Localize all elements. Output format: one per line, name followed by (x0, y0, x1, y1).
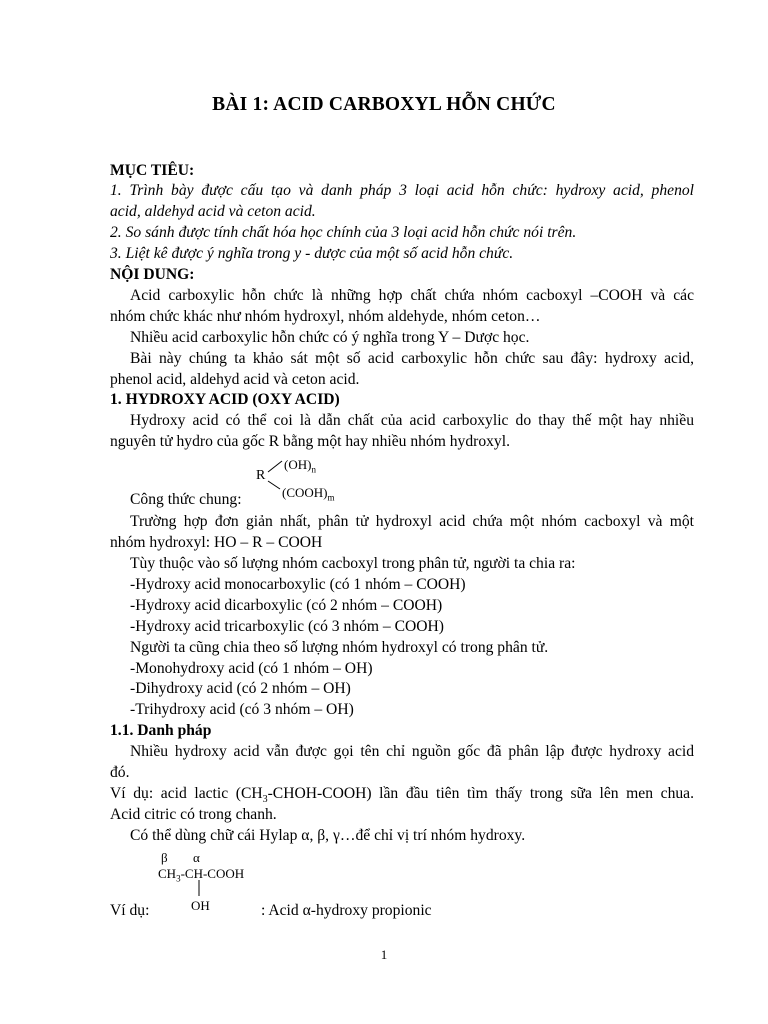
section-1-heading: 1. HYDROXY ACID (OXY ACID) (110, 391, 340, 408)
section-1-paragraph-3: Tùy thuộc vào số lượng nhóm cacboxyl trong phân tử, người ta chia ra: (130, 555, 576, 572)
list-item: -Dihydroxy acid (có 2 nhóm – OH) (130, 680, 351, 697)
section-1-paragraph-2-line-1: Trường hợp đơn giản nhất, phân tử hydroxyl acid chứa một nhóm cacboxyl và một (130, 513, 694, 530)
example-text-pre: Ví dụ: acid lactic (CH (110, 785, 263, 802)
example-subscript: 3 (262, 794, 268, 806)
formula-label: Công thức chung: (130, 491, 242, 508)
list-item: -Trihydroxy acid (có 3 nhóm – OH) (130, 701, 354, 718)
objective-1-line-2: acid, aldehyd acid và ceton acid. (110, 203, 316, 220)
section-1-1-example-line-2: Acid citric có trong chanh. (110, 806, 277, 823)
list-item: -Hydroxy acid dicarboxylic (có 2 nhóm – COOH) (130, 597, 443, 614)
content-heading: NỘI DUNG: (110, 266, 195, 283)
formula-cooh-subscript: m (327, 492, 335, 503)
content-paragraph-2: Nhiều acid carboxylic hỗn chức có ý nghĩa trong Y – Dược học. (130, 329, 530, 346)
list-item: -Hydroxy acid monocarboxylic (có 1 nhóm – COOH) (130, 576, 466, 593)
formula-hydroxyl-group (284, 457, 316, 475)
formula-r: R (256, 468, 266, 483)
section-1-1-paragraph-3: Có thể dùng chữ cái Hylap α, β, γ…để chỉ vị trí nhóm hydroxy. (130, 827, 526, 844)
objective-1-line-1: 1. Trình bày được cấu tạo và danh pháp 3 loại acid hỗn chức: hydroxy acid, phenol (110, 182, 694, 199)
page-title: BÀI 1: ACID CARBOXYL HỖN CHỨC (212, 94, 556, 115)
example-label: Ví dụ: (110, 902, 150, 919)
list-item: -Monohydroxy acid (có 1 nhóm – OH) (130, 660, 373, 677)
structure-oh: OH (191, 898, 210, 913)
content-paragraph-1-line-2: nhóm chức khác như nhóm hydroxyl, nhóm aldehyde, nhóm ceton… (110, 308, 541, 325)
section-1-1-heading: 1.1. Danh pháp (110, 722, 212, 739)
page-number: 1 (380, 947, 388, 962)
formula-oh-subscript: n (311, 464, 316, 475)
section-1-paragraph-1-line-2: nguyên tử hydro của gốc R bằng một hay nhiều nhóm hydroxyl. (110, 433, 510, 450)
example-name: : Acid α-hydroxy propionic (261, 902, 432, 919)
list-item: -Hydroxy acid tricarboxylic (có 3 nhóm – COOH) (130, 618, 444, 635)
content-paragraph-3-line-1: Bài này chúng ta khảo sát một số acid carboxylic hỗn chức sau đây: hydroxy acid, (130, 350, 694, 367)
structure-chain-subscript: 3 (176, 873, 181, 884)
example-text-post: -CHOH-COOH) lần đầu tiên tìm thấy trong sữa lên men chua. (267, 785, 694, 802)
formula-cooh: (COOH) (282, 485, 328, 500)
section-1-paragraph-4: Người ta cũng chia theo số lượng nhóm hydroxyl có trong phân tử. (130, 639, 549, 656)
structure-alpha: α (193, 850, 200, 865)
section-1-paragraph-2-line-2: nhóm hydroxyl: HO – R – COOH (110, 534, 323, 551)
structure-chain-pre: CH (158, 866, 177, 881)
section-1-paragraph-1-line-1: Hydroxy acid có thể coi là dẫn chất của acid carboxylic do thay thế một hay nhiều (130, 412, 694, 429)
section-1-1-paragraph-1-line-1: Nhiều hydroxy acid vẫn được gọi tên chỉ nguồn gốc đã phân lập được hydroxy acid (130, 743, 694, 760)
structure-beta: β (161, 850, 168, 865)
content-paragraph-3-line-2: phenol acid, aldehyd acid và ceton acid. (110, 371, 360, 388)
formula-oh: (OH) (284, 457, 312, 472)
content-paragraph-1-line-1: Acid carboxylic hỗn chức là những hợp chất chứa nhóm cacboxyl –COOH và các (130, 287, 694, 304)
objective-2: 2. So sánh được tính chất hóa học chính của 3 loại acid hỗn chức nói trên. (110, 224, 577, 241)
structure-chain-post: -CH-COOH (180, 866, 245, 881)
structure-bond (198, 880, 202, 900)
objective-3: 3. Liệt kê được ý nghĩa trong y - dược của một số acid hỗn chức. (110, 245, 514, 262)
objectives-heading: MỤC TIÊU: (110, 162, 195, 179)
section-1-1-paragraph-1-line-2: đó. (110, 764, 130, 781)
